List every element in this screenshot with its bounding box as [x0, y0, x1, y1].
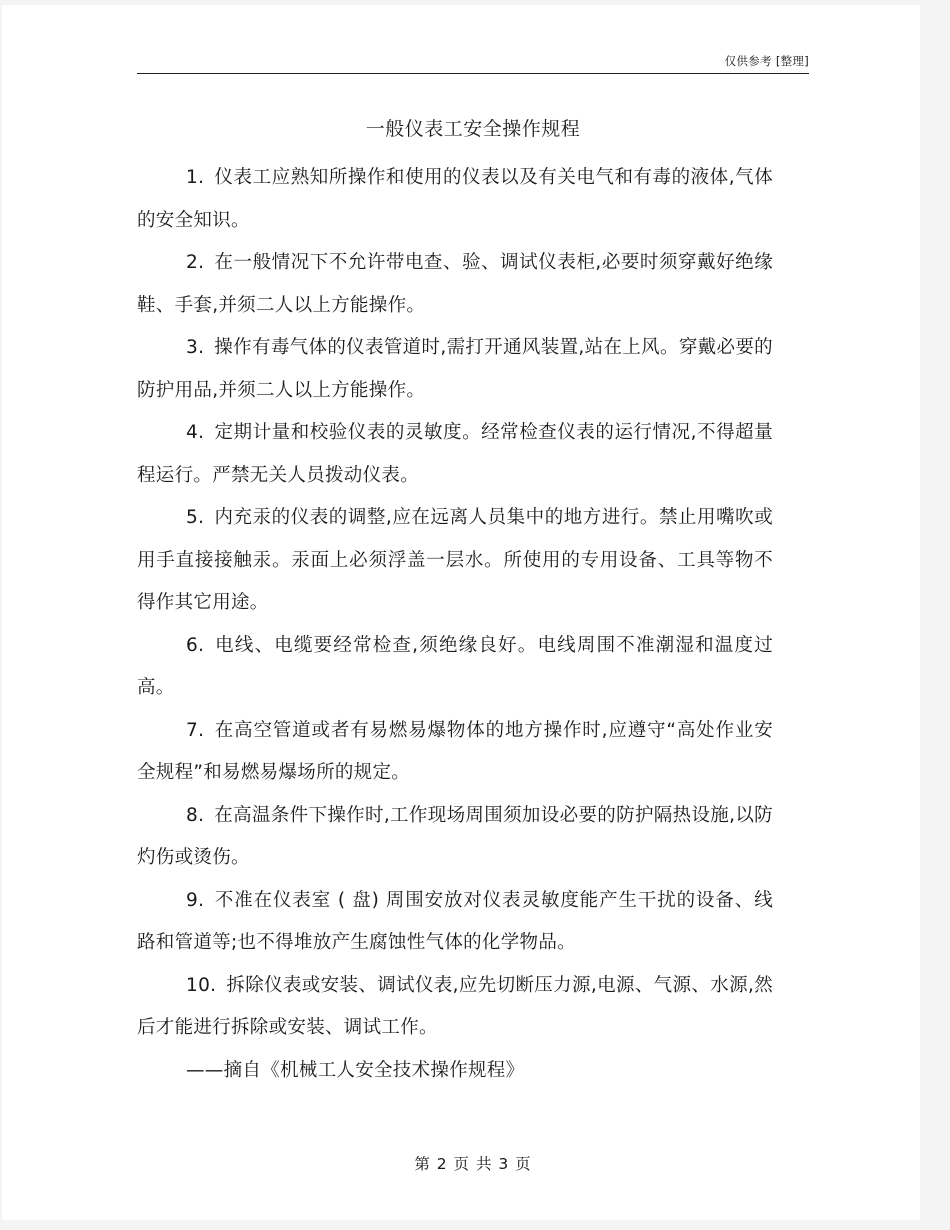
rule-text: 在一般情况下不允许带电查、验、调试仪表柜,必要时须穿戴好绝缘鞋、手套,并须二人以上方能操作。 [137, 252, 773, 316]
rule-paragraph [137, 880, 773, 965]
rule-text: 定期计量和校验仪表的灵敏度。经常检查仪表的运行情况,不得超量程运行。严禁无关人员拨动仪表。 [137, 422, 773, 486]
rule-paragraph [137, 157, 773, 242]
rule-number: 9. [186, 889, 205, 911]
rule-paragraph [137, 242, 773, 327]
rule-text: 操作有毒气体的仪表管道时,需打开通风装置,站在上风。穿戴必要的防护用品,并须二人以上方能操作。 [137, 337, 773, 401]
rule-paragraph [137, 327, 773, 412]
rule-paragraph [137, 497, 773, 625]
page-footer: 第 2 页 共 3 页 [414, 1155, 532, 1173]
rule-text: 电线、电缆要经常检查,须绝缘良好。电线周围不准潮湿和温度过高。 [137, 634, 773, 698]
header-label: 仅供参考 [整理] [724, 54, 809, 68]
rule-paragraph [137, 710, 773, 795]
rule-text: 不准在仪表室 ( 盘) 周围安放对仪表灵敏度能产生干扰的设备、线路和管道等;也不得堆放产生腐蚀性气体的化学物品。 [137, 889, 773, 953]
rule-number: 8. [186, 804, 205, 826]
page-header [137, 52, 809, 74]
rule-number: 1. [186, 167, 205, 188]
rule-paragraph [137, 965, 773, 1050]
document-title: 一般仪表工安全操作规程 [365, 118, 581, 140]
rule-number: 10. [186, 974, 217, 996]
document-body [137, 157, 773, 1092]
rule-number: 5. [186, 507, 205, 528]
rule-number: 6. [186, 634, 205, 656]
rule-text: 在高温条件下操作时,工作现场周围须加设必要的防护隔热设施,以防灼伤或烫伤。 [137, 804, 773, 868]
rule-text: 拆除仪表或安装、调试仪表,应先切断压力源,电源、气源、水源,然后才能进行拆除或安装、调试工作。 [137, 974, 773, 1038]
rule-paragraph [137, 625, 773, 710]
source-citation: ——摘自《机械工人安全技术操作规程》 [186, 1059, 525, 1081]
rule-number: 4. [186, 422, 205, 443]
rule-text: 内充汞的仪表的调整,应在远离人员集中的地方进行。禁止用嘴吹或用手直接接触汞。汞面上必须浮盖一层水。所使用的专用设备、工具等物不得作其它用途。 [137, 507, 773, 613]
rule-paragraph [137, 412, 773, 497]
rule-text: 在高空管道或者有易燃易爆物体的地方操作时,应遵守“高处作业安全规程”和易燃易爆场所的规定。 [137, 719, 773, 783]
rule-number: 3. [186, 337, 205, 358]
rule-paragraph [137, 795, 773, 880]
rule-number: 2. [186, 252, 205, 273]
rule-number: 7. [186, 719, 205, 741]
rule-text: 仪表工应熟知所操作和使用的仪表以及有关电气和有毒的液体,气体的安全知识。 [137, 167, 773, 231]
